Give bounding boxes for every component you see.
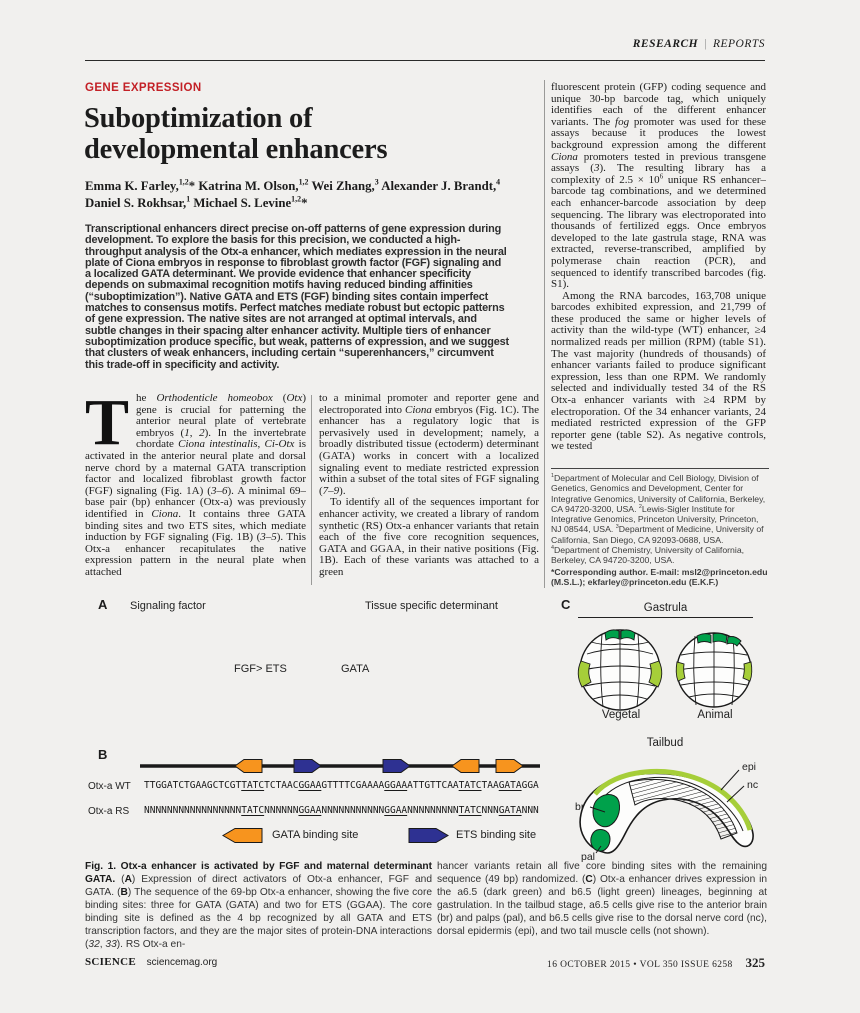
- figure-caption-right: hancer variants retain all five core binding sites with the remaining sequence (49 bp) randomized. (C) Otx-a enhancer drives expression in the a6.5 (dark green) and b6.5 (light green) lineages, beginning at gastrulation. In the tailbud stage, a6.5 cells give rise to the anterior brain (br) and palps (pal), and b6.5 cells give rise to the dorsal nerve cord (nc), dorsal epidermis (epi), and two tail muscle cells (not shown).: [437, 861, 767, 937]
- panel-b-label: B: [98, 747, 108, 762]
- running-head-divider: |: [704, 38, 707, 50]
- affiliations-block: [551, 468, 769, 587]
- footer-issue: 16 OCTOBER 2015 • VOL 350 ISSUE 6258: [547, 960, 733, 970]
- footer-left: [85, 956, 217, 968]
- article-title: Suboptimization of developmental enhancers: [84, 103, 388, 165]
- fgf-ets-label: FGF> ETS: [234, 663, 287, 675]
- panel-a-label: A: [98, 597, 108, 612]
- tailbud-embryo-diagram: [563, 750, 768, 862]
- figure-caption-left: Fig. 1. Otx-a enhancer is activated by FGF and maternal determinant GATA. (A) Expression of direct activators of Otx-a enhancer, FGF and GATA. (B) The sequence of the 69-bp Otx-a enhancer, showing the five core binding sites: three for GATA (GATA) and two for ETS (GGAA). The core binding site is defined as the 4 bp recognized by all GATA and ETS transcription factors, and they are the major sites of protein-DNA interactions (32, 33). RS Otx-a en-: [85, 861, 432, 950]
- animal-embryo-diagram: [672, 629, 756, 711]
- pal-label: pal: [581, 851, 596, 862]
- rs-row-label: Otx-a RS: [88, 806, 130, 817]
- panel-c-label: C: [561, 597, 571, 612]
- abstract: Transcriptional enhancers direct precise on-off patterns of gene expression during development. To explore the basis for this precision, we conducted a high-throughput analysis of the Otx-a enhancer, which mediates expression in the neural plate of Ciona embryos in response to fibroblast growth factor (FGF) signaling and a localized GATA determinant. We provide evidence that enhancer specificity depends on submaximal recognition motifs having reduced binding affinities (“suboptimization”). Native GATA and ETS (FGF) binding sites contain imperfect matches to consensus motifs. Perfect matches mediate robust but ectopic patterns of gene expression. The native sites are not arranged at optimal intervals, and subtle changes in their spacing alter enhancer activity. Multiple tiers of enhancer suboptimization produce specific, but weak, patterns of expression, and we suggest that clusters of weak enhancers, including certain “superenhancers,” circumvent this trade-off in specificity and activity.: [85, 224, 509, 371]
- running-head-journal: RESEARCH: [632, 38, 699, 50]
- body-column-2: [319, 393, 539, 589]
- corresponding-author: *Corresponding author. E-mail: msl2@princeton.edu (M.S.L.); ekfarley@princeton.edu (E.K.F.): [551, 566, 768, 587]
- gata-legend-label: GATA binding site: [272, 829, 359, 841]
- footer-right: [400, 955, 765, 971]
- body-column-1: [85, 393, 306, 589]
- ets-site-arrow-right-1: [294, 760, 321, 773]
- body-column-3: [551, 82, 766, 462]
- vegetal-embryo-diagram: [574, 626, 666, 714]
- drop-cap: T: [85, 393, 130, 459]
- footer-page-number: 325: [745, 955, 765, 970]
- wt-sequence: TTGGATCTGAAGCTCGTTATCTCTAACGGAAGTTTTCGAAAAGGAAATTGTTCAATATCTAAGATAGGA: [144, 780, 539, 791]
- gastrula-heading: Gastrula: [578, 602, 753, 618]
- body-col2-p2: To identify all of the sequences important for enhancer activity, we created a library of random synthetic (RS) Otx-a enhancer variants that retain each of the five core recognition sequences, GATA and GGAA, in their native positions (Fig. 1B). Each of these variants was attached to a green: [319, 496, 539, 578]
- vegetal-label: Vegetal: [601, 709, 641, 721]
- rs-sequence: NNNNNNNNNNNNNNNNNTATCNNNNNNGGAANNNNNNNNNNNGGAANNNNNNNNNTATCNNNGATANNN: [144, 805, 539, 816]
- header-rule: [85, 60, 765, 61]
- ets-site-arrow-right-2: [383, 760, 410, 773]
- column-divider-1: [311, 395, 312, 585]
- section-kicker: GENE EXPRESSION: [85, 82, 202, 94]
- br-label: br: [575, 801, 585, 813]
- signaling-factor-label: Signaling factor: [130, 600, 206, 612]
- affiliations: $^1$Department of Molecular and Cell Biology, Division of Genetics, Genomics and Development, Center for Integrative Genomics, University of California, Berkeley, CA 94720-3200, USA. $^2$Lewis-Sigler Institute for Integrative Genomics, Princeton University, Princeton, NJ 08544, USA. $^3$Department of Medicine, University of California, San Diego, CA 92093-0688, USA. $^4$Department of Chemistry, University of California, Berkeley, CA 94720-3200, USA.: [551, 473, 766, 566]
- gata-label: GATA: [341, 663, 370, 675]
- tailbud-heading: Tailbud: [646, 737, 684, 749]
- footer-journal: SCIENCE: [85, 956, 137, 968]
- body-col3-p2: Among the RNA barcodes, 163,708 unique barcodes exhibited expression, and 21,799 of these produced the same or higher levels of activity than the wild-type (WT) enhancer, ≥4 normalized reads per million (RPM) (table S1). The vast majority (hundreds of thousands) of enhancer variants failed to produce significant expression, less than one RPM. We randomly selected and individually tested 34 of the RS Otx-a enhancer variants with ≥4 RPM by electroporation. Of the 34 enhancer variants, 24 mediated restricted expression of the GFP reporter gene (table S2). As negative controls, we tested: [551, 289, 766, 453]
- body-col3-p1: fluorescent protein (GFP) coding sequence and unique 30-bp barcode tag, which uniquely identifies each of the different enhancer variants. The fog promoter was used for these assays because it produces the lowest background expression among the different Ciona promoters tested in previous transgene assays (3). The resulting library has a complexity of $2.5 \times 10^6$ unique RS enhancer–barcode tag combinations, and we determined each enhancer-barcode association by deep sequencing. The library was electroporated into thousands of fertilized eggs. Once embryos developed to the late gastrula stage, RNA was extracted, reverse-transcribed, amplified by polymerase chain reaction (PCR), and sequenced to identify transcribed barcodes (fig. S1).: [551, 82, 766, 291]
- gata-site-arrow-left-1: [235, 760, 262, 773]
- epi-label: epi: [742, 761, 757, 773]
- body-col1-text: he Orthodenticle homeobox (Otx) gene is crucial for patterning the anterior neural plate of vertebrate embryos (1, 2). In the invertebrate chordate Ciona intestinalis, Ci-Otx is activated in the anterior neural plate and dorsal nerve chord by a maternal GATA transcription factor and localized fibroblast growth factor (FGF) signaling (Fig. 1A) (3–6). A minimal 69–base pair (bp) enhancer (Otx-a) was previously identified in Ciona. It contains three GATA binding sites and two ETS sites, which mediate induction by FGF signaling (Fig. 1B) (3–5). This Otx-a enhancer recapitulates the native expression pattern in the neural plate when attached: [85, 393, 306, 578]
- enhancer-diagram: [140, 757, 540, 775]
- body-col2-p1: to a minimal promoter and reporter gene and electroporated into Ciona embryos (Fig. 1C). The enhancer has a regulatory logic that is pervasively used in development; namely, a broadly distributed tissue (ectoderm) determinant (GATA) works in concert with a localized signaling event to mediate restricted expression within a subset of the total sites of FGF signaling (7–9).: [319, 393, 539, 497]
- running-head: [85, 38, 765, 50]
- animal-label: Animal: [697, 709, 733, 721]
- footer-site-link[interactable]: sciencemag.org: [146, 957, 218, 968]
- ets-legend-arrow-icon: [408, 827, 450, 844]
- column-divider-2: [544, 80, 545, 588]
- running-head-section: REPORTS: [712, 38, 765, 50]
- tissue-determinant-label: Tissue specific determinant: [365, 600, 498, 612]
- wt-row-label: Otx-a WT: [88, 781, 131, 792]
- gata-legend-arrow-icon: [222, 827, 264, 844]
- nc-label: nc: [747, 779, 759, 791]
- author-list: Emma K. Farley,$^{1,2}$* Katrina M. Olson,$^{1,2}$ Wei Zhang,$^3$ Alexander J. Brandt,$^4$ Daniel S. Rokhsar,$^1$ Michael S. Levine$^{1,2}$*: [85, 177, 501, 210]
- gata-site-arrow-left-2: [452, 760, 479, 773]
- gata-site-arrow-right-3: [496, 760, 523, 773]
- ets-legend-label: ETS binding site: [456, 829, 537, 841]
